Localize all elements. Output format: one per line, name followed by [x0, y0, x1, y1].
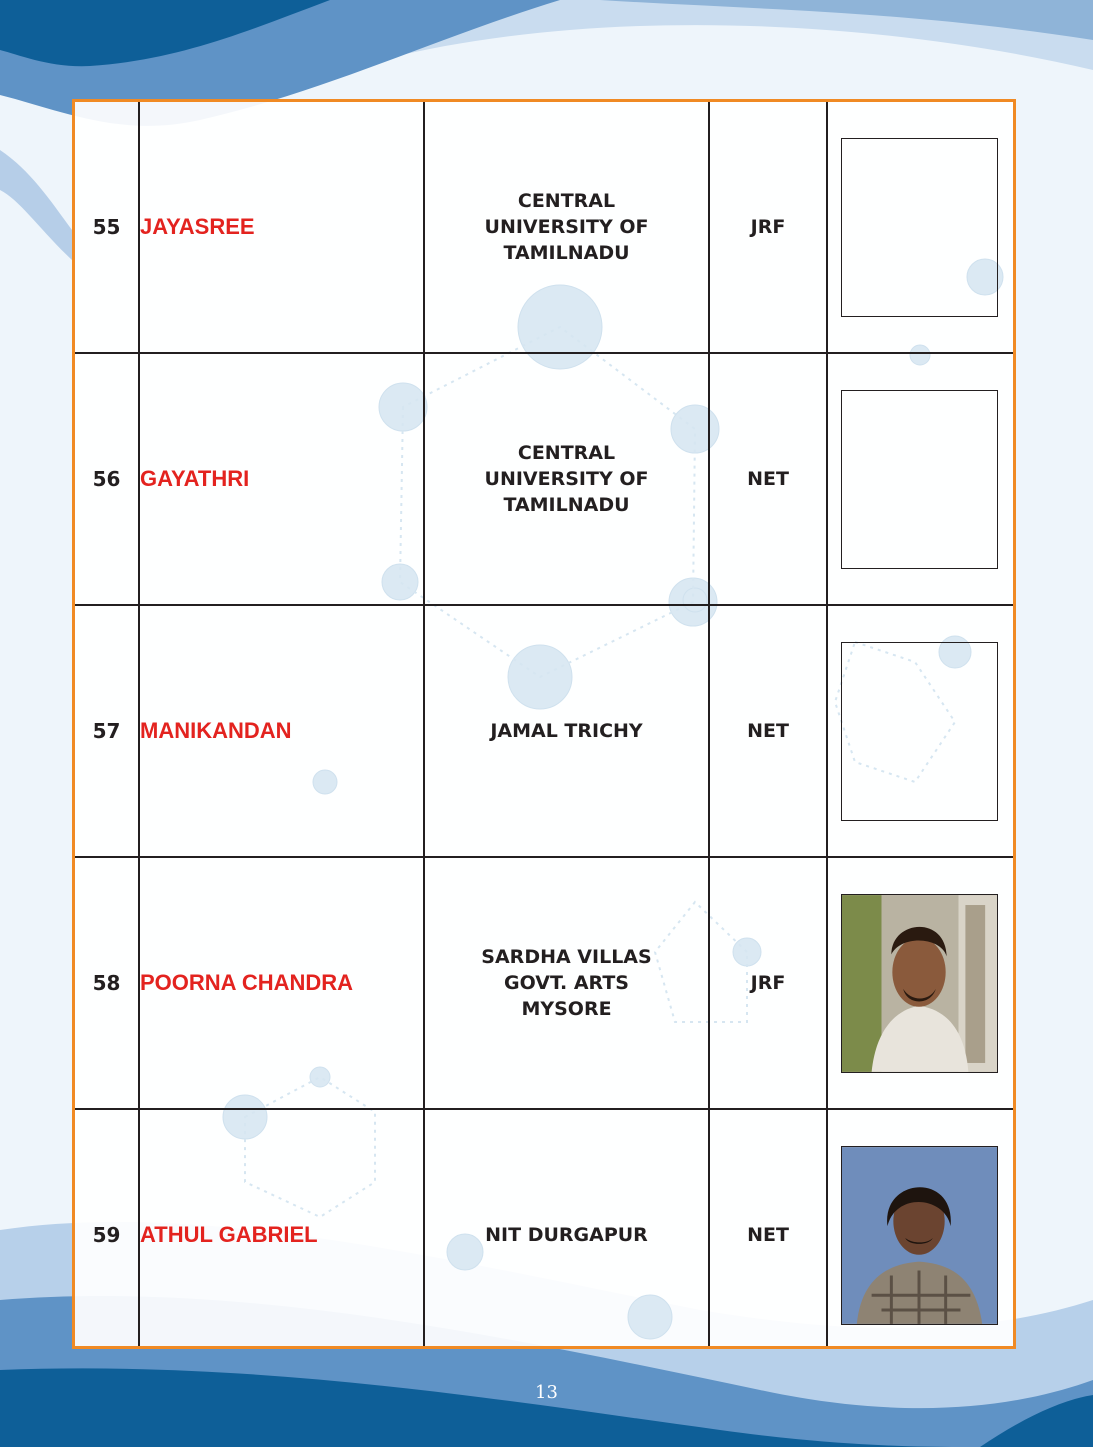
photo-cell	[827, 102, 1013, 353]
student-portrait-photo	[841, 894, 998, 1073]
photo-cell	[827, 605, 1013, 857]
student-name: POORNA CHANDRA	[139, 857, 424, 1109]
exam-result: NET	[709, 353, 827, 605]
photo-cell	[827, 353, 1013, 605]
results-table-frame	[72, 99, 1016, 1349]
serial-number: 59	[75, 1109, 139, 1349]
student-name: ATHUL GABRIEL	[139, 1109, 424, 1349]
page-number: 13	[535, 1382, 558, 1403]
student-name: GAYATHRI	[139, 353, 424, 605]
empty-photo-frame	[841, 642, 998, 821]
table-row	[75, 605, 1013, 857]
student-name: MANIKANDAN	[139, 605, 424, 857]
table-row	[75, 353, 1013, 605]
table-row	[75, 857, 1013, 1109]
photo-cell	[827, 857, 1013, 1109]
exam-result: NET	[709, 1109, 827, 1349]
photo-cell	[827, 1109, 1013, 1349]
table-row	[75, 1109, 1013, 1349]
serial-number: 56	[75, 353, 139, 605]
results-table	[75, 102, 1013, 1349]
exam-result: JRF	[709, 857, 827, 1109]
serial-number: 58	[75, 857, 139, 1109]
empty-photo-frame	[841, 138, 998, 317]
serial-number: 55	[75, 102, 139, 353]
student-portrait-photo	[841, 1146, 998, 1325]
institution-name: JAMAL TRICHY	[424, 605, 709, 857]
institution-name: CENTRAL UNIVERSITY OF TAMILNADU	[424, 353, 709, 605]
serial-number: 57	[75, 605, 139, 857]
empty-photo-frame	[841, 390, 998, 569]
exam-result: JRF	[709, 102, 827, 353]
institution-name: NIT DURGAPUR	[424, 1109, 709, 1349]
exam-result: NET	[709, 605, 827, 857]
student-name: JAYASREE	[139, 102, 424, 353]
table-row	[75, 102, 1013, 353]
institution-name: SARDHA VILLAS GOVT. ARTS MYSORE	[424, 857, 709, 1109]
institution-name: CENTRAL UNIVERSITY OF TAMILNADU	[424, 102, 709, 353]
